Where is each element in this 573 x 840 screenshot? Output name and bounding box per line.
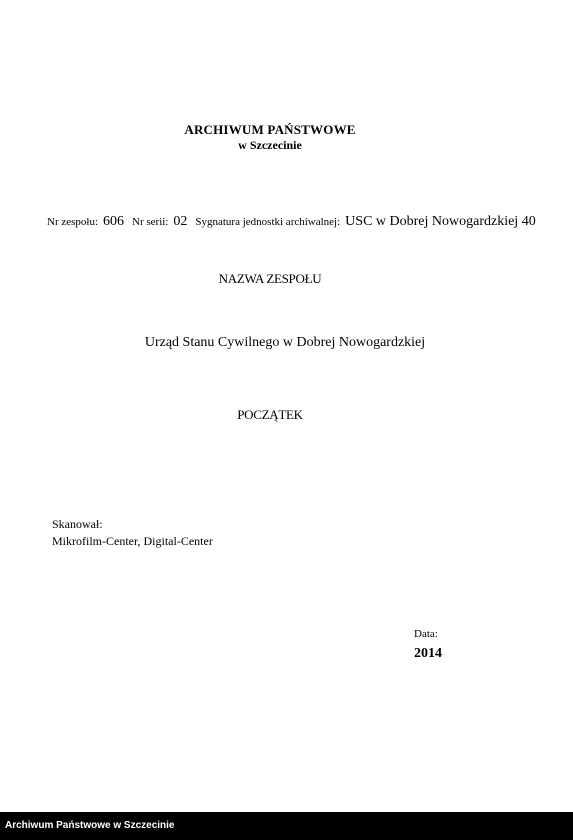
signature-label: Sygnatura jednostki archiwalnej:: [195, 216, 341, 228]
fond-heading: NAZWA ZESPOŁU: [218, 271, 322, 286]
scanned-by-label: Skanował:: [52, 517, 103, 531]
footer-bar: [0, 812, 573, 840]
signature-value: USC w Dobrej Nowogardzkiej 40: [345, 214, 536, 229]
series-number-value: 02: [173, 214, 188, 229]
archive-city: w Szczecinie: [238, 138, 302, 152]
section-label: POCZĄTEK: [237, 407, 303, 422]
fond-number-value: 606: [103, 214, 125, 229]
fond-number-label: Nr zespołu:: [47, 216, 99, 228]
date-label: Data:: [414, 628, 438, 640]
footer-text: Archiwum Państwowe w Szczecinie: [5, 820, 175, 831]
date-value: 2014: [414, 646, 442, 661]
scanned-by-value: Mikrofilm-Center, Digital-Center: [52, 534, 213, 548]
fond-name: Urząd Stanu Cywilnego w Dobrej Nowogardzkiej: [144, 335, 426, 350]
archive-name: ARCHIWUM PAŃSTWOWE: [184, 122, 356, 137]
metadata-row: [47, 214, 536, 230]
series-number-label: Nr serii:: [132, 216, 169, 228]
